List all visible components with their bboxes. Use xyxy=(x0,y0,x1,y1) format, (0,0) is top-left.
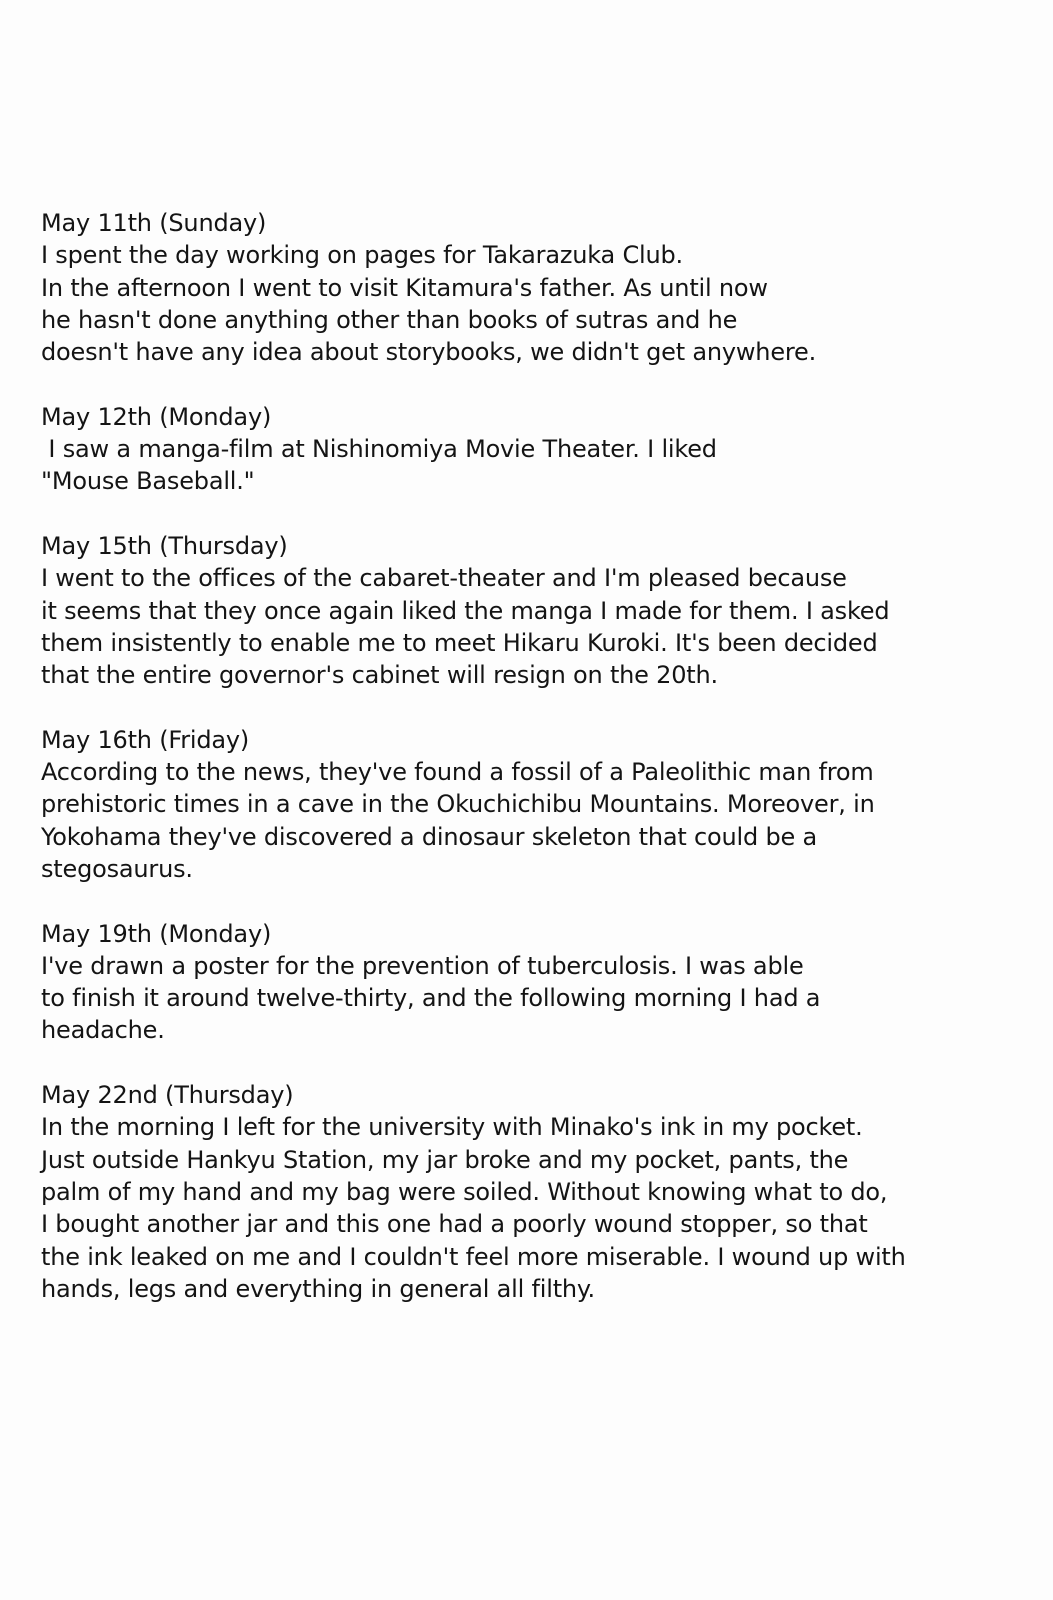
entry-date: May 15th (Thursday) xyxy=(41,531,288,560)
entry-line: I bought another jar and this one had a poorly wound stopper, so that xyxy=(41,1210,868,1239)
entry-line: headache. xyxy=(41,1016,165,1045)
entry-line: doesn't have any idea about storybooks, we didn't get anywhere. xyxy=(41,338,817,367)
entry-line: them insistently to enable me to meet Hikaru Kuroki. It's been decided xyxy=(41,628,878,657)
entry-line: hands, legs and everything in general all filthy. xyxy=(41,1274,595,1303)
diary-entry xyxy=(41,207,1031,368)
entry-date: May 11th (Sunday) xyxy=(41,209,267,237)
entry-line: I've drawn a poster for the prevention of tuberculosis. I was able xyxy=(41,951,804,980)
entry-line: Yokohama they've discovered a dinosaur skeleton that could be a xyxy=(41,822,817,851)
entry-line: prehistoric times in a cave in the Okuchichibu Mountains. Moreover, in xyxy=(41,790,875,819)
entry-line: Just outside Hankyu Station, my jar broke and my pocket, pants, the xyxy=(41,1145,849,1174)
entry-date: May 22nd (Thursday) xyxy=(41,1081,294,1110)
entry-line: I spent the day working on pages for Takarazuka Club. xyxy=(41,241,683,270)
entry-line: In the morning I left for the university with Minako's ink in my pocket. xyxy=(41,1113,863,1142)
entry-date: May 16th (Friday) xyxy=(41,725,250,754)
entry-line: to finish it around twelve-thirty, and the following morning I had a xyxy=(41,984,821,1013)
entry-date: May 19th (Monday) xyxy=(41,919,272,948)
diary-entries xyxy=(41,207,1031,1337)
entry-line: I went to the offices of the cabaret-theater and I'm pleased because xyxy=(41,564,847,593)
entry-line: In the afternoon I went to visit Kitamura's father. As until now xyxy=(41,273,768,302)
diary-entry xyxy=(41,918,1031,1047)
entry-line: stegosaurus. xyxy=(41,854,193,883)
entry-line: "Mouse Baseball." xyxy=(41,467,255,496)
entry-line: I saw a manga-film at Nishinomiya Movie Theater. I liked xyxy=(41,435,717,464)
diary-entry xyxy=(41,401,1031,498)
entry-date: May 12th (Monday) xyxy=(41,402,272,431)
entry-line: According to the news, they've found a fossil of a Paleolithic man from xyxy=(41,758,874,787)
diary-entry xyxy=(41,530,1031,691)
entry-line: that the entire governor's cabinet will resign on the 20th. xyxy=(41,661,718,690)
diary-entry xyxy=(41,1079,1031,1305)
entry-line: he hasn't done anything other than books of sutras and he xyxy=(41,305,738,334)
entry-line: it seems that they once again liked the manga I made for them. I asked xyxy=(41,596,890,625)
diary-entry xyxy=(41,724,1031,885)
entry-line: palm of my hand and my bag were soiled. Without knowing what to do, xyxy=(41,1177,888,1206)
entry-line: the ink leaked on me and I couldn't feel more miserable. I wound up with xyxy=(41,1242,906,1271)
